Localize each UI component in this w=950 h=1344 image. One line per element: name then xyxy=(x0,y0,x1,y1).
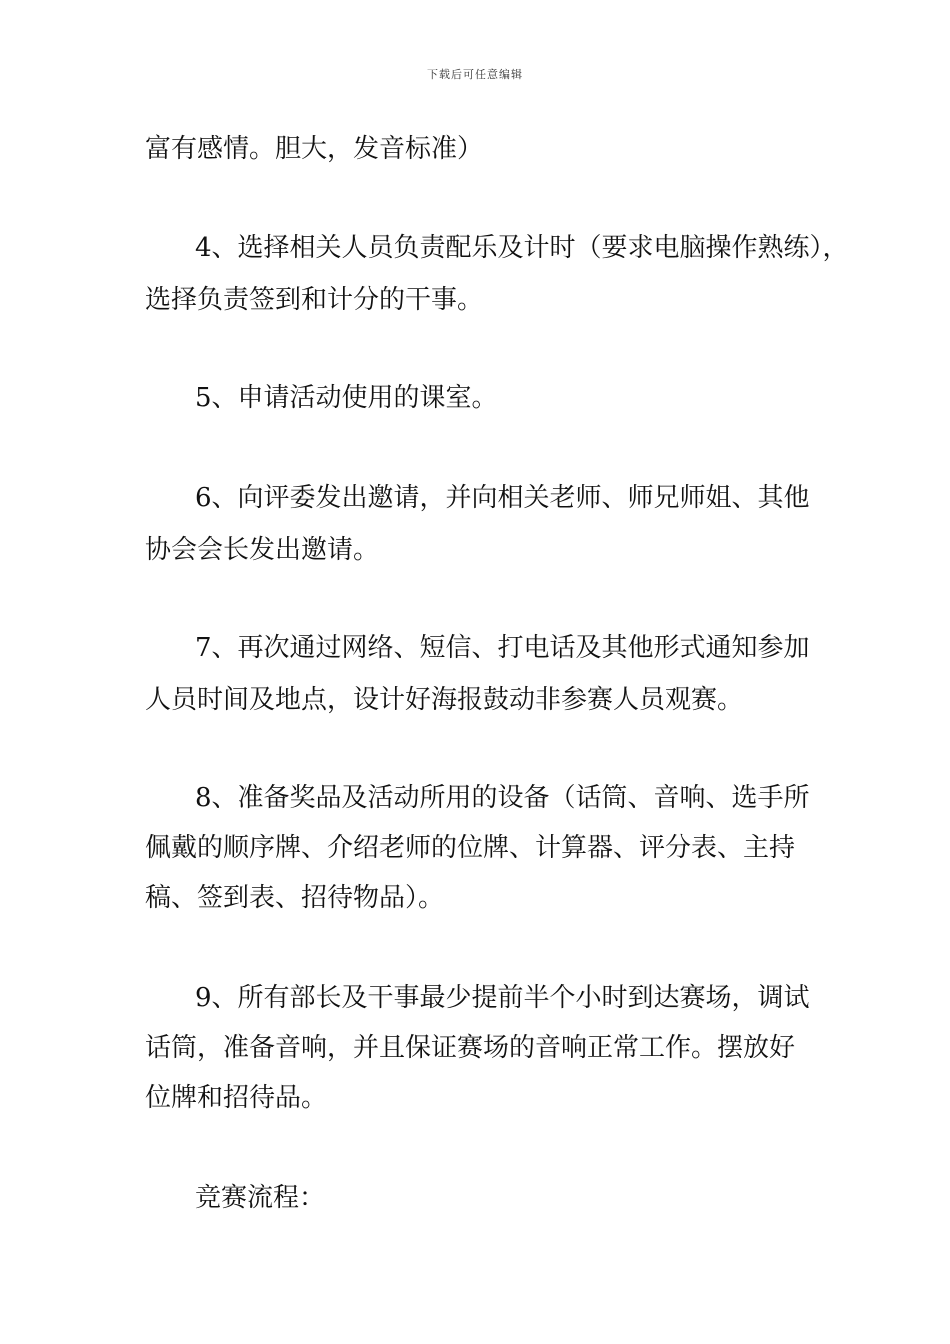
section-heading: 竞赛流程： xyxy=(195,1183,326,1213)
header-note: 下载后可任意编辑 xyxy=(427,68,523,81)
body-line: 7、再次通过网络、短信、打电话及其他形式通知参加 xyxy=(195,633,810,663)
body-line: 4、选择相关人员负责配乐及计时（要求电脑操作熟练）， xyxy=(195,233,849,263)
body-line: 8、准备奖品及活动所用的设备（话筒、音响、选手所 xyxy=(195,783,810,813)
body-line: 6、向评委发出邀请，并向相关老师、师兄师姐、其他 xyxy=(195,483,810,513)
body-line: 话筒，准备音响，并且保证赛场的音响正常工作。摆放好 xyxy=(145,1033,796,1063)
body-line: 协会会长发出邀请。 xyxy=(145,535,380,565)
body-line: 选择负责签到和计分的干事。 xyxy=(145,285,484,315)
body-line: 人员时间及地点，设计好海报鼓动非参赛人员观赛。 xyxy=(145,685,744,715)
body-line: 富有感情。胆大，发音标准） xyxy=(145,134,484,164)
body-line: 位牌和招待品。 xyxy=(145,1083,328,1113)
body-line: 9、所有部长及干事最少提前半个小时到达赛场，调试 xyxy=(195,983,810,1013)
body-line: 5、申请活动使用的课室。 xyxy=(195,383,498,413)
body-line: 佩戴的顺序牌、介绍老师的位牌、计算器、评分表、主持 xyxy=(145,833,796,863)
body-line: 稿、签到表、招待物品）。 xyxy=(145,883,445,913)
